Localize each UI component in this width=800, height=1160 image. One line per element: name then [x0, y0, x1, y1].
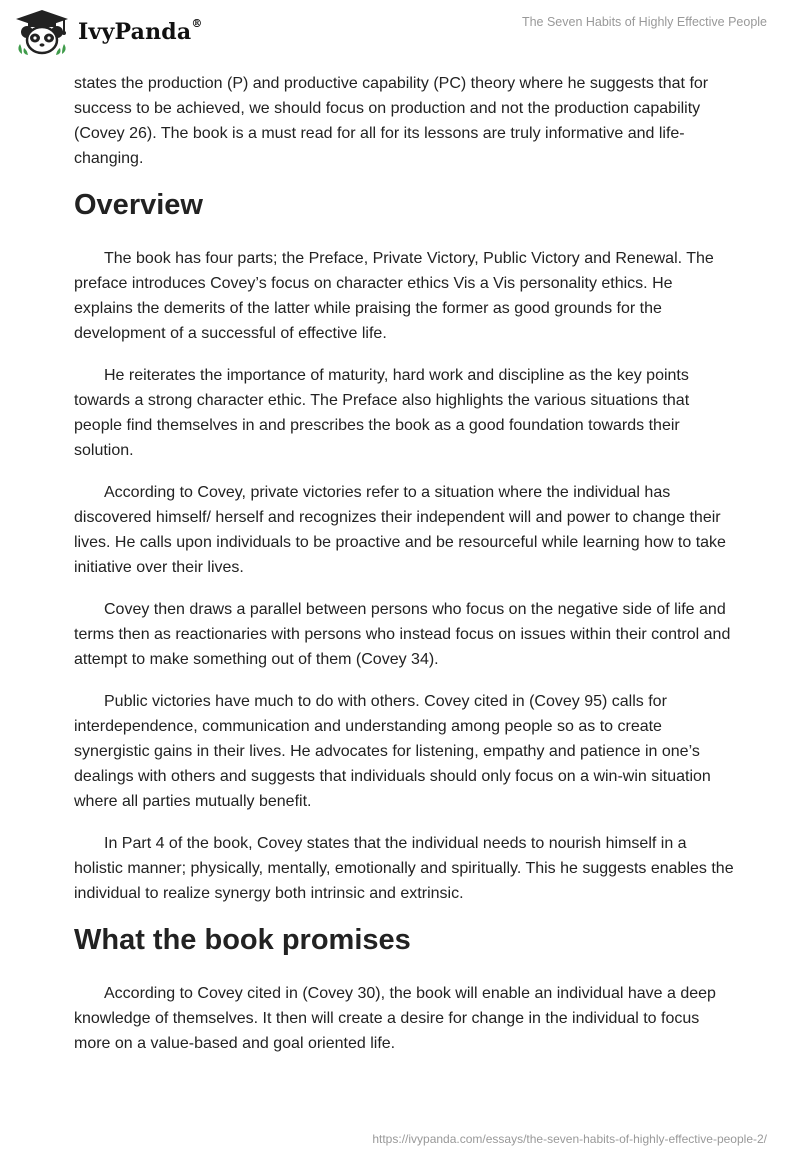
- overview-paragraph: According to Covey, private victories refer to a situation where the individual has discovered himself/ herself and recognizes their independent will and power to change their lives. He calls upon individuals to be proactive and be resourceful while learning how to take initiative over their lives.: [74, 484, 726, 576]
- brand-logo[interactable]: [14, 8, 203, 56]
- overview-paragraph: Public victories have much to do with others. Covey cited in (Covey 95) calls for interdependence, communication and understanding among people so as to create synergistic gains in their lives. He advocates for listening, empathy and patience in one’s dealings with others and suggests that individuals should only focus on a win-win situation where all parties mutually benefit.: [74, 693, 711, 810]
- overview-paragraph: In Part 4 of the book, Covey states that the individual needs to nourish himself in a holistic manner; physically, mentally, emotionally and spiritually. This he suggests enables the individual to realize synergy both intrinsic and extrinsic.: [74, 835, 734, 902]
- promises-heading: What the book promises: [74, 924, 411, 956]
- intro-paragraph: states the production (P) and productive capability (PC) theory where he suggests that for success to be achieved, we should focus on production and not the production capability (Covey 26). The book is a must read for all for its lessons are truly informative and life-changing.: [74, 75, 709, 167]
- overview-heading: Overview: [74, 189, 203, 221]
- registered-mark: ®: [191, 16, 203, 30]
- promises-paragraph: According to Covey cited in (Covey 30), the book will enable an individual have a deep knowledge of themselves. It then will create a desire for change in the individual to focus more on a value-based and goal oriented life.: [74, 985, 716, 1052]
- document-title: The Seven Habits of Highly Effective People: [521, 15, 767, 29]
- essay-content: [74, 71, 734, 1073]
- overview-paragraph: Covey then draws a parallel between persons who focus on the negative side of life and terms then as reactionaries with persons who instead focus on issues within their control and attempt to make something out of them (Covey 34).: [74, 601, 731, 668]
- page-header: [0, 0, 800, 70]
- source-url-link[interactable]: https://ivypanda.com/essays/the-seven-habits-of-highly-effective-people-2/: [372, 1132, 767, 1146]
- panda-graduate-icon: [14, 8, 70, 56]
- brand-name: IvyPanda®: [78, 16, 203, 45]
- overview-paragraph: The book has four parts; the Preface, Private Victory, Public Victory and Renewal. The preface introduces Covey’s focus on character ethics Vis a Vis personality ethics. He explains the demerits of the latter while praising the former as good grounds for the development of a successful of effective life.: [74, 250, 714, 342]
- overview-paragraph: He reiterates the importance of maturity, hard work and discipline as the key points towards a strong character ethic. The Preface also highlights the various situations that people find themselves in and prescribes the book as a good foundation towards their solution.: [74, 367, 690, 459]
